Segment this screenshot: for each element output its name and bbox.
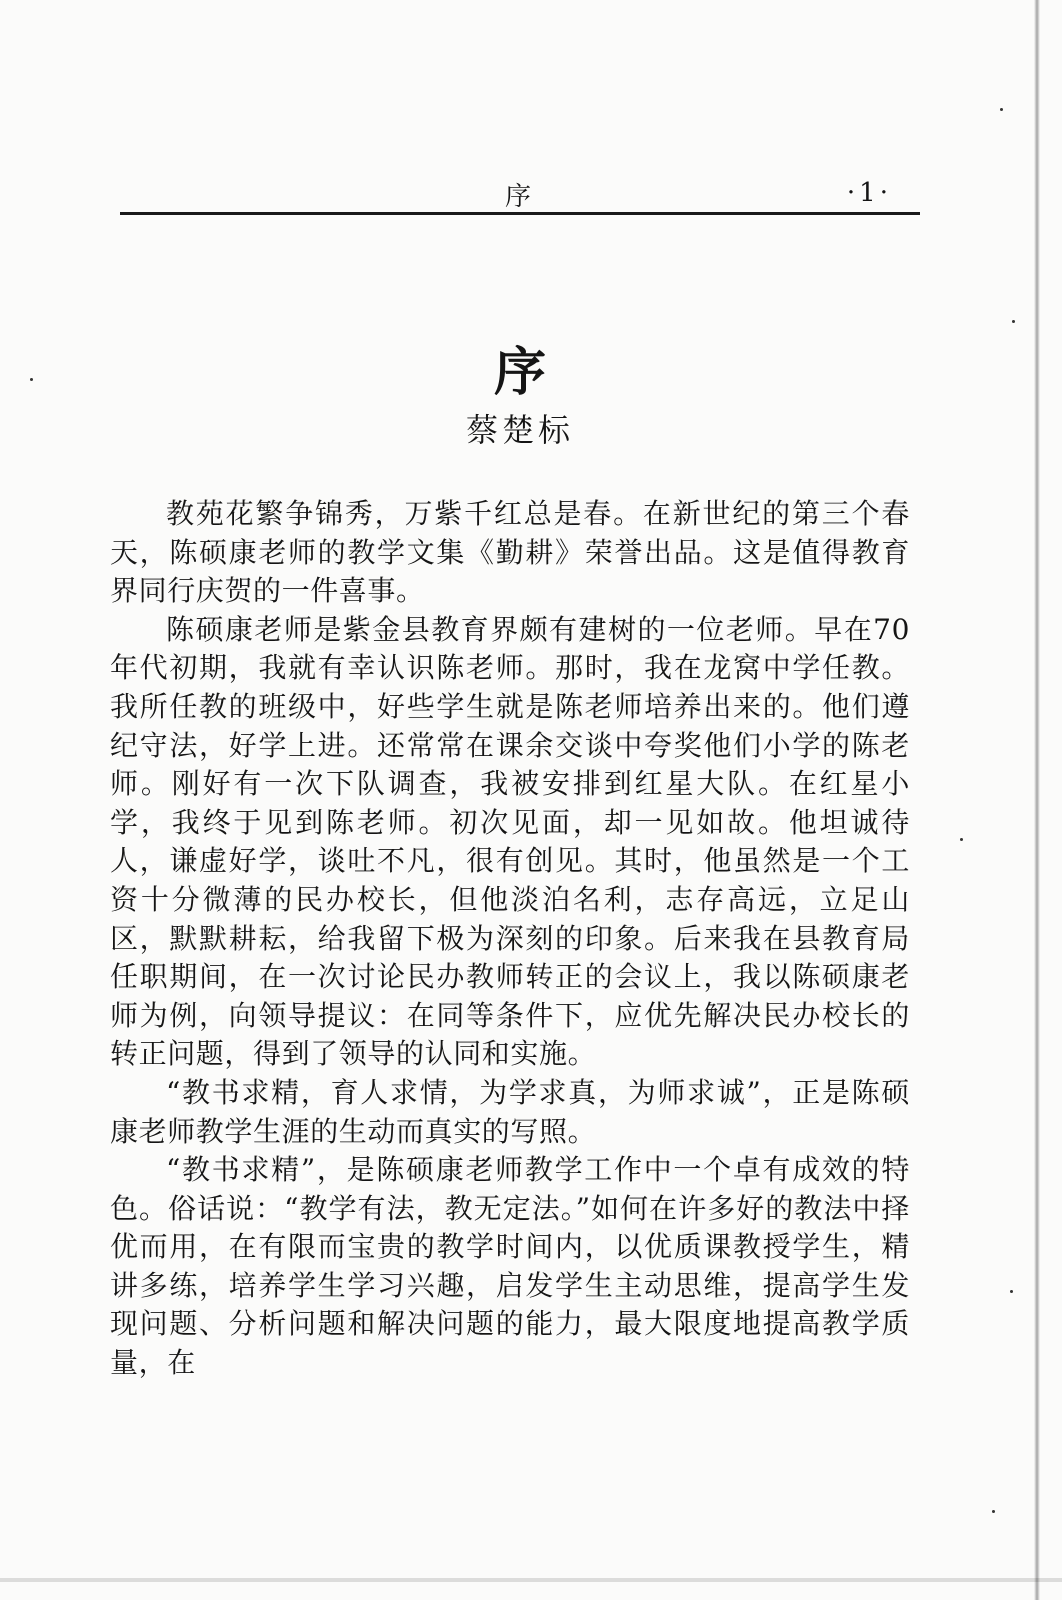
body-text: [110, 495, 910, 1383]
scan-edge-shadow: [1034, 0, 1040, 1600]
scan-bottom-edge: [0, 1578, 1062, 1582]
scan-speck: [1010, 1290, 1013, 1293]
header-rule: [120, 212, 920, 215]
paragraph: “教书求精”，是陈硕康老师教学工作中一个卓有成效的特色。俗话说：“教学有法，教无定法。”如何在许多好的教法中择优而用，在有限而宝贵的教学时间内，以优质课教授学生，精讲多练，培养学生学习兴趣，启发学生主动思维，提高学生发现问题、分析问题和解决问题的能力，最大限度地提高教学质量，在: [110, 1153, 910, 1380]
chapter-title: 序: [493, 342, 546, 403]
scan-speck: [1000, 108, 1003, 111]
scan-speck: [30, 378, 33, 381]
scan-speck: [1012, 320, 1015, 323]
scan-speck: [960, 838, 963, 841]
paragraph: “教书求精，育人求情，为学求真，为师求诚”，正是陈硕康老师教学生涯的生动而真实的写照。: [110, 1075, 910, 1148]
paragraph: 教苑花繁争锦秀，万紫千红总是春。在新世纪的第三个春天，陈硕康老师的教学文集《勤耕》荣誉出品。这是值得教育界同行庆贺的一件喜事。: [110, 497, 910, 608]
running-head-title: 序: [505, 182, 532, 212]
author-name: 蔡楚标: [465, 411, 574, 449]
page-number: ·1·: [846, 178, 892, 208]
running-head: [120, 170, 920, 212]
paragraph: 陈硕康老师是紫金县教育界颇有建树的一位老师。早在70年代初期，我就有幸认识陈老师。那时，我在龙窝中学任教。我所任教的班级中，好些学生就是陈老师培养出来的。他们遵纪守法，好学上进。还常常在课余交谈中夸奖他们小学的陈老师。刚好有一次下队调查，我被安排到红星大队。在红星小学，我终于见到陈老师。初次见面，却一见如故。他坦诚待人，谦虚好学，谈吐不凡，很有创见。其时，他虽然是一个工资十分微薄的民办校长，但他淡泊名利，志存高远，立足山区，默默耕耘，给我留下极为深刻的印象。后来我在县教育局任职期间，在一次讨论民办教师转正的会议上，我以陈硕康老师为例，向领导提议：在同等条件下，应优先解决民办校长的转正问题，得到了领导的认同和实施。: [110, 612, 910, 1071]
scan-speck: [992, 1510, 995, 1513]
